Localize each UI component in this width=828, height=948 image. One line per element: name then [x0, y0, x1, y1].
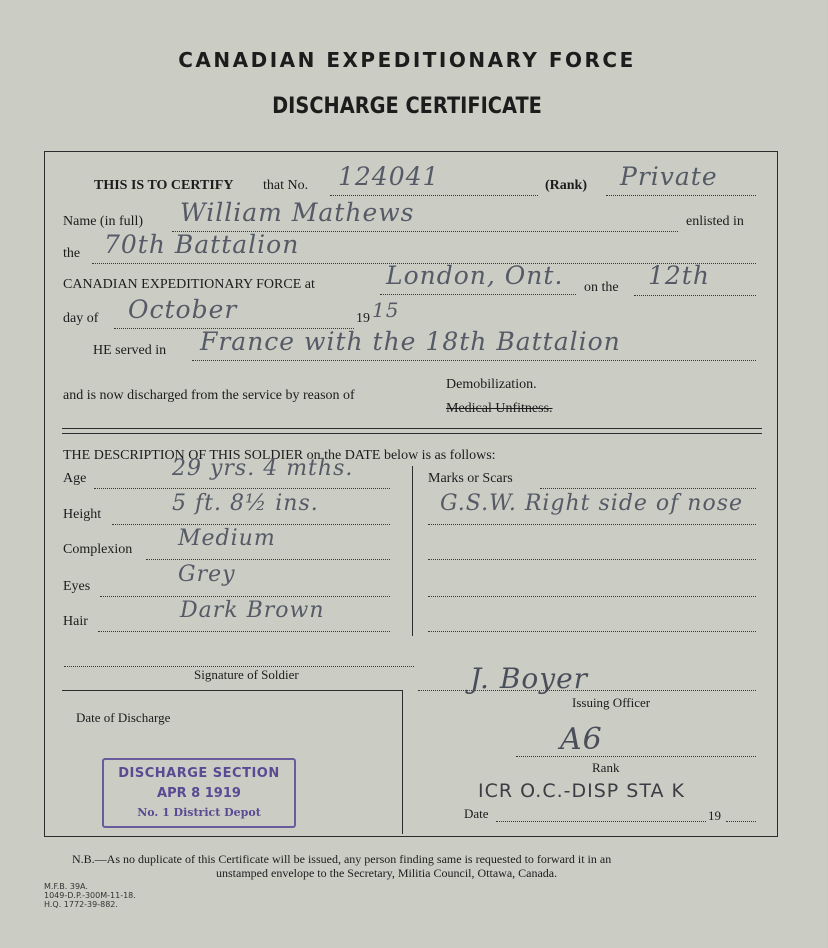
- form-number-2: 1049-D.P.-300M-11-18.: [44, 891, 136, 900]
- date-year-suffix: 19: [708, 808, 721, 823]
- on-the-label: on the: [584, 280, 619, 295]
- reason-medical-unfitness: Medical Unfitness.: [446, 401, 553, 416]
- cef-label: CANADIAN EXPEDITIONARY FORCE at: [63, 277, 315, 292]
- certify-intro: THIS IS TO CERTIFY: [94, 178, 234, 193]
- height-label: Height: [63, 507, 102, 522]
- eyes-line: [100, 596, 390, 597]
- place-line: [380, 294, 576, 295]
- regimental-number: 124041: [338, 162, 440, 191]
- rank-line: [606, 195, 756, 196]
- form-number-1: M.F.B. 39A.: [44, 882, 88, 891]
- date-of-discharge-label: Date of Discharge: [76, 710, 171, 725]
- discharge-reason-label: and is now discharged from the service by reason of: [63, 388, 355, 403]
- age-label: Age: [63, 471, 87, 486]
- section-divider: [62, 428, 762, 429]
- rank-sig-label: Rank: [592, 760, 620, 775]
- issuing-officer-label: Issuing Officer: [572, 695, 651, 710]
- age-value: 29 yrs. 4 mths.: [172, 456, 354, 481]
- complexion-line: [146, 559, 390, 560]
- eyes-value: Grey: [178, 562, 236, 587]
- marks-line-1: [540, 488, 756, 489]
- stamp-line-3: No. 1 District Depot: [137, 806, 261, 819]
- rank-value: Private: [620, 162, 718, 191]
- certify-no-label: that No.: [263, 178, 309, 193]
- marks-value: G.S.W. Right side of nose: [440, 491, 744, 516]
- form-number-3: H.Q. 1772-39-882.: [44, 900, 118, 909]
- discharge-section-stamp: [102, 758, 296, 828]
- officer-rank-signature: A6: [560, 722, 603, 757]
- certificate-title: DISCHARGE CERTIFICATE: [272, 94, 542, 119]
- hair-value: Dark Brown: [180, 598, 325, 623]
- complexion-value: Medium: [178, 526, 276, 551]
- stamp-line-1: DISCHARGE SECTION: [118, 766, 280, 781]
- section-divider-2: [62, 433, 762, 434]
- marks-line-3: [428, 559, 756, 560]
- rank-label: (Rank): [545, 178, 588, 193]
- number-line: [330, 195, 538, 196]
- the-label: the: [63, 246, 81, 261]
- day-of-label: day of: [63, 311, 99, 326]
- height-line: [112, 524, 390, 525]
- disp-sta-stamp: ICR O.C.-DISP STA K: [478, 780, 685, 802]
- description-heading-b: on the DATE below is as follows:: [306, 448, 496, 463]
- eyes-label: Eyes: [63, 579, 91, 594]
- served-in: France with the 18th Battalion: [200, 327, 621, 356]
- complexion-label: Complexion: [63, 542, 133, 557]
- footer-note-line-2: unstamped envelope to the Secretary, Militia Council, Ottawa, Canada.: [216, 866, 558, 880]
- height-value: 5 ft. 8½ ins.: [172, 491, 319, 516]
- served-label: HE served in: [93, 343, 167, 358]
- enlistment-place: London, Ont.: [386, 261, 564, 290]
- discharge-box-right: [402, 690, 403, 834]
- enlistment-month: October: [128, 295, 238, 324]
- stamp-date: APR 8 1919: [157, 786, 241, 801]
- served-line: [192, 360, 756, 361]
- hair-label: Hair: [63, 614, 88, 629]
- marks-line-4: [428, 596, 756, 597]
- date-label: Date: [464, 806, 489, 821]
- soldier-name: William Mathews: [180, 198, 415, 227]
- marks-label: Marks or Scars: [428, 471, 513, 486]
- reason-demobilization: Demobilization.: [446, 377, 537, 392]
- name-label: Name (in full): [63, 214, 144, 229]
- rank-sig-line: [516, 756, 756, 757]
- enlistment-year: 15: [372, 298, 400, 322]
- footer-note-line-1: N.B.—As no duplicate of this Certificate will be issued, any person finding same is requested to forward it in an: [72, 852, 612, 866]
- marks-line-5: [428, 631, 756, 632]
- description-heading-a: THE DESCRIPTION OF THIS SOLDIER: [63, 448, 304, 463]
- enlisted-label: enlisted in: [686, 214, 744, 229]
- enlistment-day: 12th: [648, 261, 710, 290]
- hair-line: [98, 631, 390, 632]
- marks-line-2: [428, 524, 756, 525]
- officer-signature: J. Boyer: [470, 662, 589, 695]
- column-divider: [412, 466, 413, 636]
- day-line: [634, 295, 756, 296]
- enlisted-unit: 70th Battalion: [104, 230, 300, 259]
- year-prefix: 19: [356, 311, 370, 326]
- date-line: [496, 821, 706, 822]
- date-year-line: [726, 821, 756, 822]
- force-heading: CANADIAN EXPEDITIONARY FORCE: [178, 48, 636, 72]
- age-line: [94, 488, 390, 489]
- soldier-signature-label: Signature of Soldier: [194, 667, 299, 682]
- discharge-box-top: [62, 690, 402, 691]
